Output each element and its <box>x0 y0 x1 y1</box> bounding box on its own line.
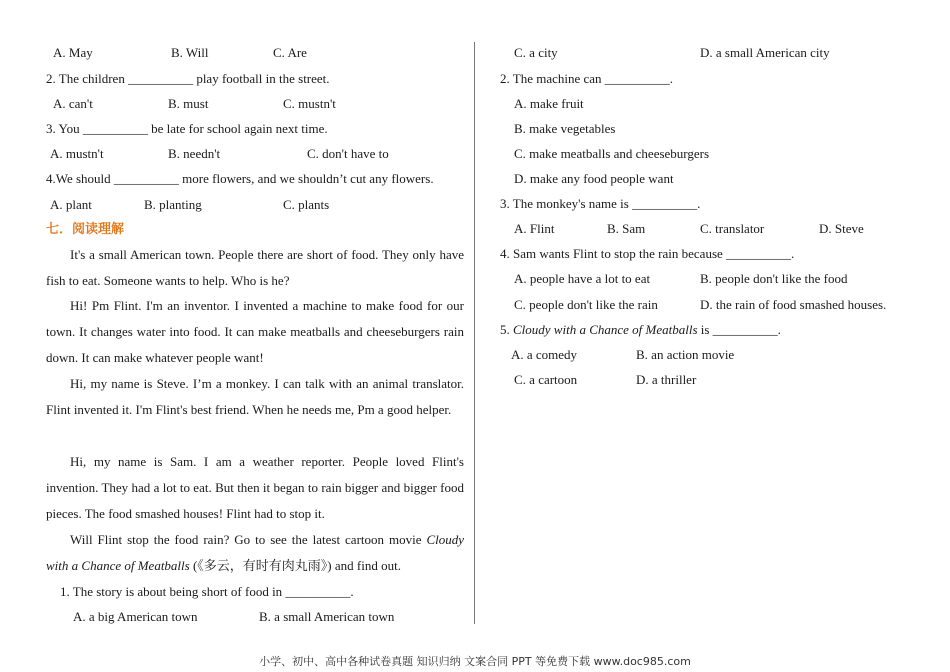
question-3: 3. You __________ be late for school again next time. <box>46 121 328 136</box>
option: A. a comedy <box>511 347 578 362</box>
reading-question-5: 5. Cloudy with a Chance of Meatballs is __________. <box>500 322 781 337</box>
movie-title: Cloudy with a Chance of Meatballs <box>513 322 698 337</box>
page-footer: 小学、初中、高中各种试卷真题 知识归纳 文案合同 PPT 等免费下载 www.doc985.com <box>259 655 691 668</box>
option: D. a thriller <box>636 372 697 387</box>
option: C. plants <box>283 197 330 212</box>
option: C. a cartoon <box>514 372 578 387</box>
option: A. May <box>53 45 93 60</box>
option: B. needn't <box>168 146 221 161</box>
option: B. a small American town <box>259 609 395 624</box>
option: B. Will <box>171 45 209 60</box>
option: A. people have a lot to eat <box>514 271 651 286</box>
option: D. a small American city <box>700 45 830 60</box>
question-2: 2. The children __________ play football in the street. <box>46 71 330 86</box>
option: D. the rain of food smashed houses. <box>700 297 887 312</box>
option: A. make fruit <box>514 96 584 111</box>
option: A. a big American town <box>73 609 198 624</box>
option: B. an action movie <box>636 347 735 362</box>
reading-question-4: 4. Sam wants Flint to stop the rain because __________. <box>500 246 795 261</box>
passage-paragraph: It's a small American town. People there are short of food. They only have fish to eat. Someone wants to help. Who is he? <box>46 247 464 288</box>
section-heading: 七．阅读理解 <box>46 222 125 237</box>
reading-question-1: 1. The story is about being short of food in __________. <box>60 584 354 599</box>
option: C. a city <box>514 45 558 60</box>
option: C. translator <box>700 221 765 236</box>
passage-paragraph: Hi, my name is Steve. I’m a monkey. I can talk with an animal translator. Flint invented it. I'm Flint's best friend. When he needs me, Pm a good helper. <box>46 376 464 417</box>
passage-paragraph: Hi! Pm Flint. I'm an inventor. I invented a machine to make food for our town. It changes water into food. It can make meatballs and cheeseburgers rain down. It can make whatever people want! <box>46 298 464 365</box>
option: B. people don't like the food <box>700 271 848 286</box>
option: A. mustn't <box>50 146 104 161</box>
question-4: 4.We should __________ more flowers, and we shouldn’t cut any flowers. <box>46 171 434 186</box>
option: B. make vegetables <box>514 121 616 136</box>
option: D. Steve <box>819 221 864 236</box>
option: C. Are <box>273 45 307 60</box>
option: C. mustn't <box>283 96 336 111</box>
option: B. must <box>168 96 209 111</box>
option: C. people don't like the rain <box>514 297 658 312</box>
option: C. don't have to <box>307 146 389 161</box>
reading-question-2: 2. The machine can __________. <box>500 71 674 86</box>
option: A. Flint <box>514 221 555 236</box>
reading-question-3: 3. The monkey's name is __________. <box>500 196 701 211</box>
option: C. make meatballs and cheeseburgers <box>514 146 710 161</box>
option: B. Sam <box>607 221 646 236</box>
option: B. planting <box>144 197 202 212</box>
passage-paragraph: Will Flint stop the food rain? Go to see the latest cartoon movie Cloudy with a Chance of Meatballs (《多云，有时有肉丸雨》) and find out. <box>46 532 464 573</box>
movie-title: Cloudy with a Chance of Meatballs <box>46 532 464 573</box>
option: D. make any food people want <box>514 171 674 186</box>
passage-paragraph: Hi, my name is Sam. I am a weather reporter. People loved Flint's invention. They had a lot to eat. But then it began to rain bigger and bigger food pieces. The food smashed houses! Flint had to stop it. <box>46 454 464 521</box>
column-divider <box>474 42 475 624</box>
option: A. can't <box>53 96 93 111</box>
option: A. plant <box>50 197 92 212</box>
